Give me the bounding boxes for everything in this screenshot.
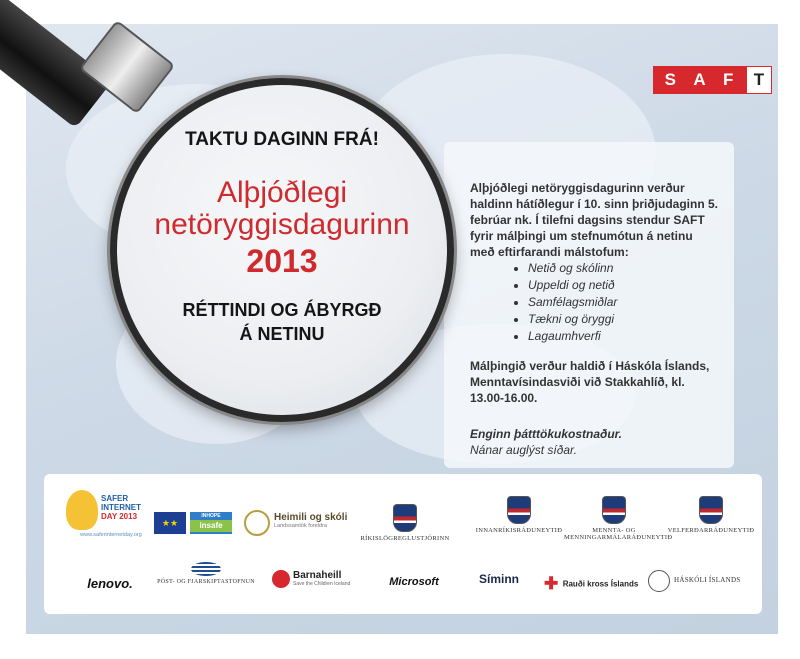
coat-of-arms-icon xyxy=(507,496,531,524)
theme-line: RÉTTINDI OG ÁBYRGÐ xyxy=(182,300,382,320)
seal-icon xyxy=(648,570,670,592)
globe-icon xyxy=(191,562,221,576)
location-text: Málþingið verður haldið í Háskóla Íslands, Menntavísindasviði við Stakkahlíð, kl. 13.00-16.00. xyxy=(470,359,710,405)
mennta-text: MENNTA- OG xyxy=(592,527,636,534)
innanrikisraduneytid-logo xyxy=(464,496,574,534)
sid-text: INTERNET xyxy=(101,503,141,512)
coat-of-arms-icon xyxy=(602,496,626,524)
haskoli-islands-logo xyxy=(648,570,748,592)
session-item: • Samfélagsmiðlar xyxy=(528,294,617,311)
session-list xyxy=(514,260,617,345)
saft-logo xyxy=(653,66,772,94)
raudi-kross-logo xyxy=(544,574,654,594)
sid-text: DAY 2013 xyxy=(101,512,138,521)
session-item: • Tækni og öryggi xyxy=(528,311,617,328)
rls-text: RÍKISLÖGREGLUSTJÓRINN xyxy=(360,535,450,542)
barnaheill-subtext: Save the Children Iceland xyxy=(293,581,351,587)
eu-insafe-logo xyxy=(154,512,234,536)
pfs-text: PÓST- OG FJARSKIPTASTOFNUN xyxy=(157,579,255,585)
session-item: • Netið og skólinn xyxy=(528,260,617,277)
sid-text: SAFER xyxy=(101,494,129,503)
coat-of-arms-icon xyxy=(393,504,417,532)
event-title: Alþjóðlegi xyxy=(216,176,348,209)
siminn-logo xyxy=(464,572,534,586)
velferdarraduneytid-logo xyxy=(666,496,756,534)
heimili-text: Heimili og skóli xyxy=(274,512,348,523)
save-the-date-heading: TAKTU DAGINN FRÁ! xyxy=(185,129,379,150)
sid-url: www.saferinternetday.org xyxy=(80,532,142,538)
raudi-text: Rauði kross Íslands xyxy=(562,579,639,589)
eu-flag-icon: ★★ xyxy=(154,512,186,534)
event-title: netöryggisdagurinn xyxy=(154,208,410,241)
microsoft-logo: Microsoft xyxy=(389,576,439,588)
cost-bold: Enginn þátttökukostnaður. xyxy=(470,427,622,441)
saft-letter: T xyxy=(747,66,772,94)
saft-letter: A xyxy=(693,70,708,89)
red-cross-icon: ✚ xyxy=(544,574,559,593)
session-item: • Uppeldi og netið xyxy=(528,277,617,294)
cost-text xyxy=(470,426,720,458)
coat-of-arms-icon xyxy=(699,496,723,524)
innanrikis-text: INNANRÍKISRÁÐUNEYTIÐ xyxy=(475,527,563,534)
lenovo-logo: lenovo. xyxy=(87,576,133,591)
siminn-text: Síminn xyxy=(478,572,519,586)
session-item: • Lagaumhverfi xyxy=(528,328,617,345)
hi-text: HÁSKÓLI ÍSLANDS xyxy=(674,576,741,584)
barnaheill-text: Barnaheill xyxy=(293,570,342,581)
intro-text: Alþjóðlegi netöryggisdagurinn verður haldinn hátíðlegur í 10. sinn þriðjudaginn 5. febrúar nk. Í tilefni dagsins stendur SAFT fyrir málþingi um stefnumótun á netinu með eftirfarandi málstofum: xyxy=(470,181,719,259)
event-year: 2013 xyxy=(246,243,318,279)
mennta-raduneytid-logo xyxy=(564,496,673,541)
velferdar-text: VELFERÐARRÁÐUNEYTIÐ xyxy=(667,527,755,534)
event-theme xyxy=(117,298,447,346)
saft-letter: F xyxy=(722,70,736,89)
pfs-logo xyxy=(156,562,256,585)
more-info-text: Nánar auglýst síðar. xyxy=(470,443,577,457)
saft-letter: S xyxy=(664,70,678,89)
insafe-text: insafe xyxy=(190,520,232,532)
heimili-subtext: Landssamtök foreldra xyxy=(274,523,327,529)
barnaheill-logo xyxy=(272,570,362,588)
info-box xyxy=(444,142,734,468)
inhope-text: INHOPE xyxy=(201,513,221,519)
mennta-text: MENNINGARMÁLARÁÐUNEYTIÐ xyxy=(564,534,673,541)
magnifying-glass xyxy=(110,78,454,422)
rikislogreglustjorinn-logo xyxy=(360,504,450,542)
theme-line: Á NETINU xyxy=(239,324,325,344)
heimili-og-skoli-logo xyxy=(244,510,354,536)
sponsor-logos xyxy=(44,474,762,614)
safer-internet-day-logo xyxy=(66,490,156,538)
child-icon xyxy=(272,570,290,588)
